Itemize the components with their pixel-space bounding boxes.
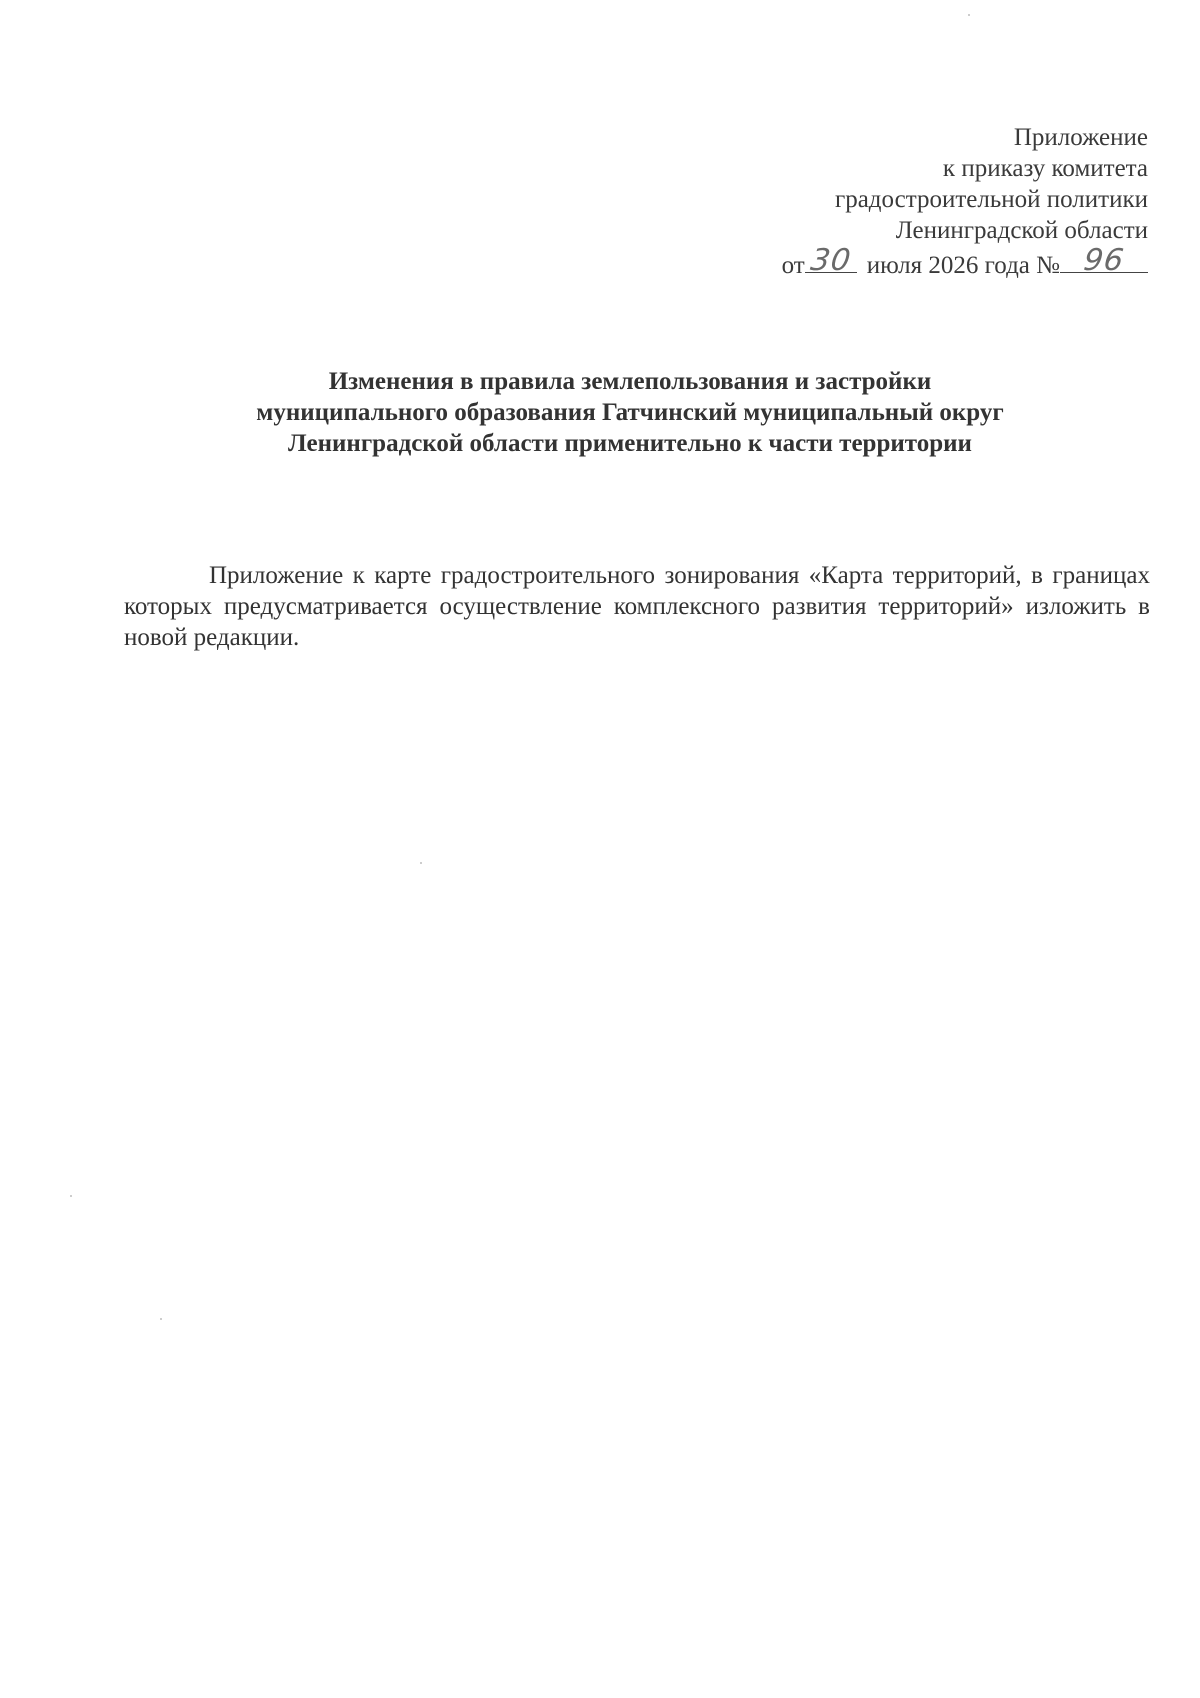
title-line-3: Ленинградской области применительно к части территории xyxy=(288,430,972,457)
scan-speck xyxy=(160,1318,162,1320)
handwritten-day: 30 xyxy=(808,243,854,278)
number-blank xyxy=(1060,243,1148,278)
annex-block xyxy=(588,122,1148,281)
date-middle: июля 2026 года № xyxy=(866,252,1060,279)
scan-speck xyxy=(968,14,970,16)
day-blank xyxy=(805,243,857,278)
annex-region-line: Ленинградской области xyxy=(895,217,1148,244)
document-title xyxy=(110,366,1150,459)
annex-heading: Приложение xyxy=(1013,124,1148,151)
title-line-2: муниципального образования Гатчинский муниципальный округ xyxy=(256,399,1004,426)
annex-reference-line: к приказу комитета xyxy=(942,155,1148,182)
scan-speck xyxy=(70,1195,72,1197)
date-prefix: от xyxy=(781,252,805,279)
annex-date-line xyxy=(588,243,1148,281)
handwritten-number: 96 xyxy=(1081,243,1127,278)
annex-committee-line: градостроительной политики xyxy=(834,186,1148,213)
title-line-1: Изменения в правила землепользования и застройки xyxy=(328,368,932,395)
scan-speck xyxy=(420,862,422,864)
body-paragraph: Приложение к карте градостроительного зонирования «Карта территорий, в границах которых предусматривается осуществление комплексного развития территорий» изложить в новой редакции. xyxy=(124,562,1150,651)
